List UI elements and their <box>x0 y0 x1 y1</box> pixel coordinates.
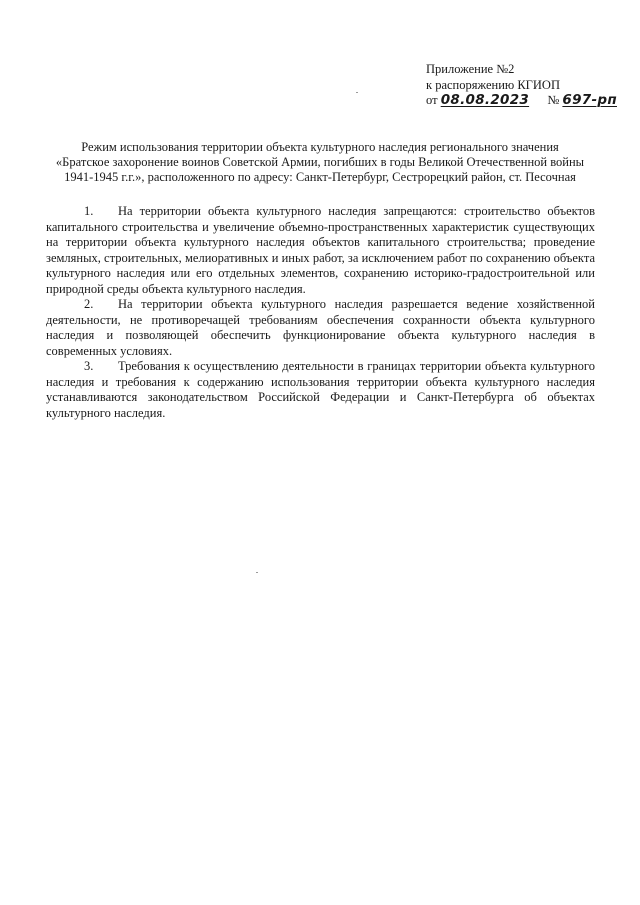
title-line-1: Режим использования территории объекта культурного наследия регионального значения <box>81 140 559 154</box>
title-line-3: 1941-1945 г.г.», расположенного по адресу: Санкт-Петербург, Сестрорецкий район, ст. Песочная <box>64 170 576 184</box>
paragraph-1 <box>46 204 595 297</box>
document-title <box>40 140 600 185</box>
handwritten-date: 08.08.2023 <box>440 92 530 108</box>
title-line-2: «Братское захоронение воинов Советской Армии, погибших в годы Великой Отечественной войны <box>55 155 585 169</box>
paragraph-text: На территории объекта культурного наследия разрешается ведение хозяйственной деятельности, не противоречащей требованиям обеспечения сохранности объекта культурного наследия и позволяющей обеспечить функционирование объекта культурного наследия в современных условиях. <box>46 297 595 358</box>
appendix-date-number-line <box>426 93 626 109</box>
scan-speck <box>356 92 358 93</box>
appendix-header <box>426 62 626 109</box>
appendix-order-reference: к распоряжению КГИОП <box>426 77 560 92</box>
paragraph-text: На территории объекта культурного наследия запрещаются: строительство объектов капитального строительства и увеличение объемно-пространственных характеристик существующих на территории объекта культурного наследия объектов капитального строительства; проведение земляных, строительных, мелиоративных и иных работ, за исключением работ по сохранению объекта культурного наследия или его отдельных элементов, сохранению историко-градостроительной или природной среды объекта культурного наследия. <box>46 204 595 296</box>
paragraph-number: 1. <box>84 204 94 218</box>
date-prefix: от <box>426 93 438 107</box>
number-prefix: № <box>547 93 560 107</box>
paragraph-number: 2. <box>84 297 94 311</box>
paragraph-number: 3. <box>84 359 94 373</box>
scan-speck <box>256 572 258 573</box>
appendix-title: Приложение №2 <box>426 62 515 76</box>
document-body <box>46 204 595 421</box>
paragraph-3 <box>46 359 595 421</box>
paragraph-text: Требования к осуществлению деятельности в границах территории объекта культурного наследия и требования к содержанию использования территории объекта культурного наследия устанавливаются законодательством Российской Федерации и Санкт-Петербурга об объектах культурного наследия. <box>46 359 595 420</box>
paragraph-2 <box>46 297 595 359</box>
handwritten-order-number: 697-рп <box>562 92 617 108</box>
